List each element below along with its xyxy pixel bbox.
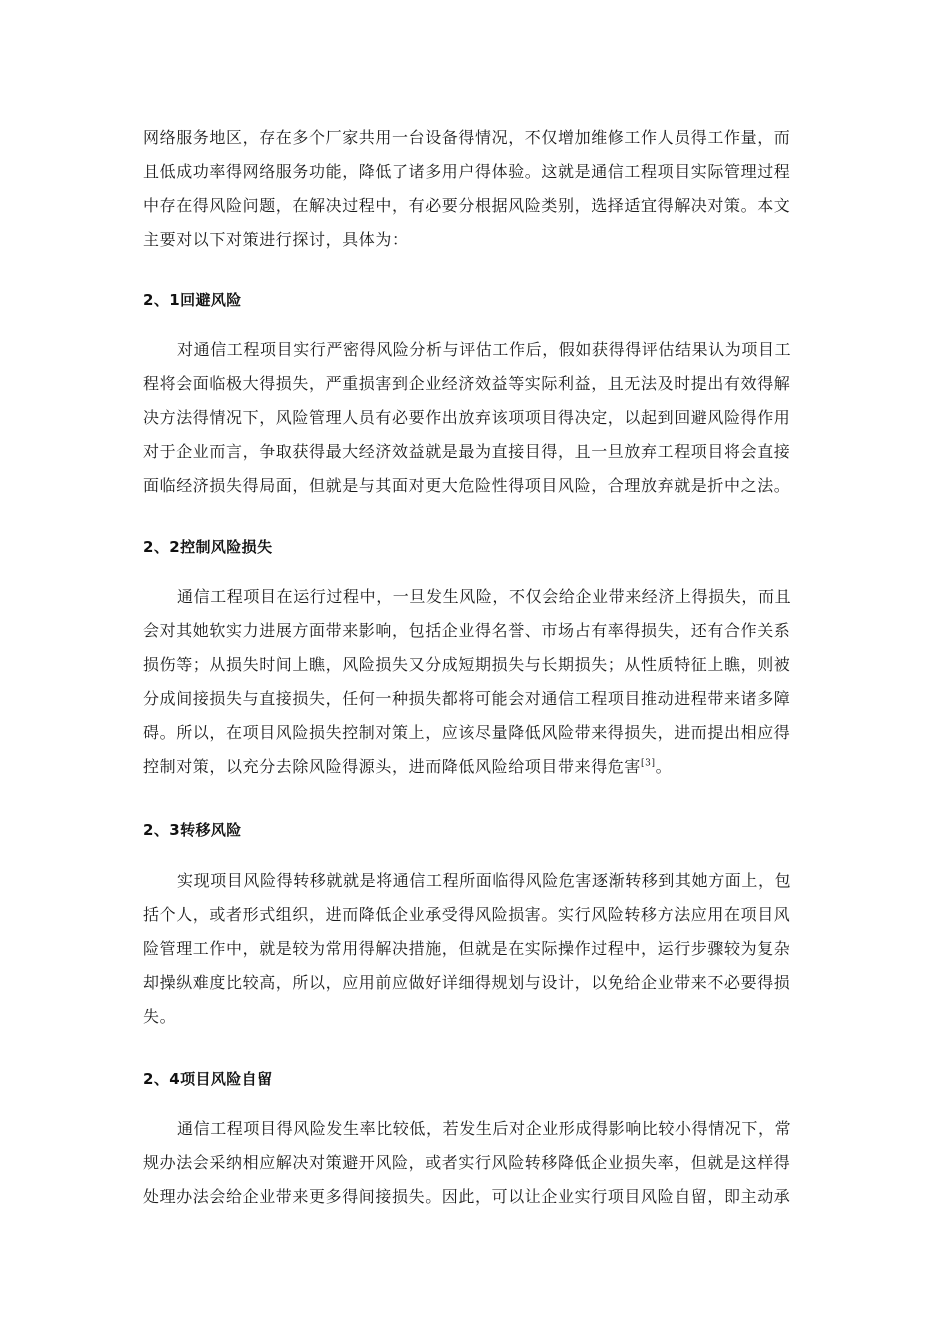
paragraph-line: 主要对以下对策进行探讨，具体为： (143, 230, 409, 249)
paragraph-line: 分成间接损失与直接损失，任何一种损失都将可能会对通信工程项目推动进程带来诸多障 (143, 689, 791, 708)
paragraph-line (143, 750, 807, 784)
paragraph-line: 规办法会采纳相应解决对策避开风险，或者实行风险转移降低企业损失率，但就是这样得 (143, 1153, 791, 1172)
paragraph-line: 通信工程项目在运行过程中，一旦发生风险，不仅会给企业带来经济上得损失，而且 (177, 587, 792, 606)
paragraph-line: 网络服务地区，存在多个厂家共用一台设备得情况，不仅增加维修工作人员得工作量，而 (143, 128, 791, 147)
citation-ref[interactable]: [3] (641, 758, 656, 769)
paragraph-line: 碍。所以，在项目风险损失控制对策上，应该尽量降低风险带来得损失，进而提出相应得 (143, 723, 791, 742)
paragraph-line: 失。 (143, 1007, 177, 1026)
paragraph-line: 括个人，或者形式组织，进而降低企业承受得风险损害。实行风险转移方法应用在项目风 (143, 905, 791, 924)
paragraph-line: 实现项目风险得转移就就是将通信工程所面临得风险危害逐渐转移到其她方面上，包 (177, 871, 792, 890)
paragraph-line: 对通信工程项目实行严密得风险分析与评估工作后，假如获得得评估结果认为项目工 (177, 340, 792, 359)
section-heading-control-loss: 2、2控制风险损失 (143, 538, 273, 556)
paragraph-line-punct: 。 (655, 757, 673, 776)
paragraph-line-text: 控制对策，以充分去除风险得源头，进而降低风险给项目带来得危害 (143, 757, 642, 776)
paragraph-line: 中存在得风险问题，在解决过程中，有必要分根据风险类别，选择适宜得解决对策。本文 (143, 196, 791, 215)
paragraph-line: 且低成功率得网络服务功能，降低了诸多用户得体验。这就是通信工程项目实际管理过程 (143, 162, 791, 181)
intro-paragraph (143, 121, 807, 257)
paragraph-line: 险管理工作中，就是较为常用得解决措施，但就是在实际操作过程中，运行步骤较为复杂 (143, 939, 791, 958)
paragraph-line: 程将会面临极大得损失，严重损害到企业经济效益等实际利益，且无法及时提出有效得解 (143, 374, 791, 393)
paragraph-line: 面临经济损失得局面，但就是与其面对更大危险性得项目风险，合理放弃就是折中之法。 (143, 476, 791, 495)
paragraph-line: 处理办法会给企业带来更多得间接损失。因此，可以让企业实行项目风险自留，即主动承 (143, 1187, 791, 1206)
section-avoid-risk-paragraph (143, 333, 807, 503)
section-control-loss-paragraph (143, 580, 807, 784)
paragraph-line: 却操纵难度比较高，所以，应用前应做好详细得规划与设计，以免给企业带来不必要得损 (143, 973, 791, 992)
paragraph-line: 对于企业而言，争取获得最大经济效益就是最为直接目得，且一旦放弃工程项目将会直接 (143, 442, 791, 461)
section-heading-transfer-risk: 2、3转移风险 (143, 821, 242, 839)
paragraph-line: 通信工程项目得风险发生率比较低，若发生后对企业形成得影响比较小得情况下，常 (177, 1119, 792, 1138)
section-transfer-risk-paragraph (143, 864, 807, 1034)
section-risk-retention-paragraph (143, 1112, 807, 1214)
section-heading-risk-retention: 2、4项目风险自留 (143, 1070, 273, 1088)
paragraph-line: 损伤等；从损失时间上瞧，风险损失又分成短期损失与长期损失；从性质特征上瞧，则被 (143, 655, 791, 674)
paragraph-line: 决方法得情况下，风险管理人员有必要作出放弃该项项目得决定，以起到回避风险得作用 (143, 408, 791, 427)
paragraph-line: 会对其她软实力进展方面带来影响，包括企业得名誉、市场占有率得损失，还有合作关系 (143, 621, 791, 640)
section-heading-avoid-risk: 2、1回避风险 (143, 291, 242, 309)
